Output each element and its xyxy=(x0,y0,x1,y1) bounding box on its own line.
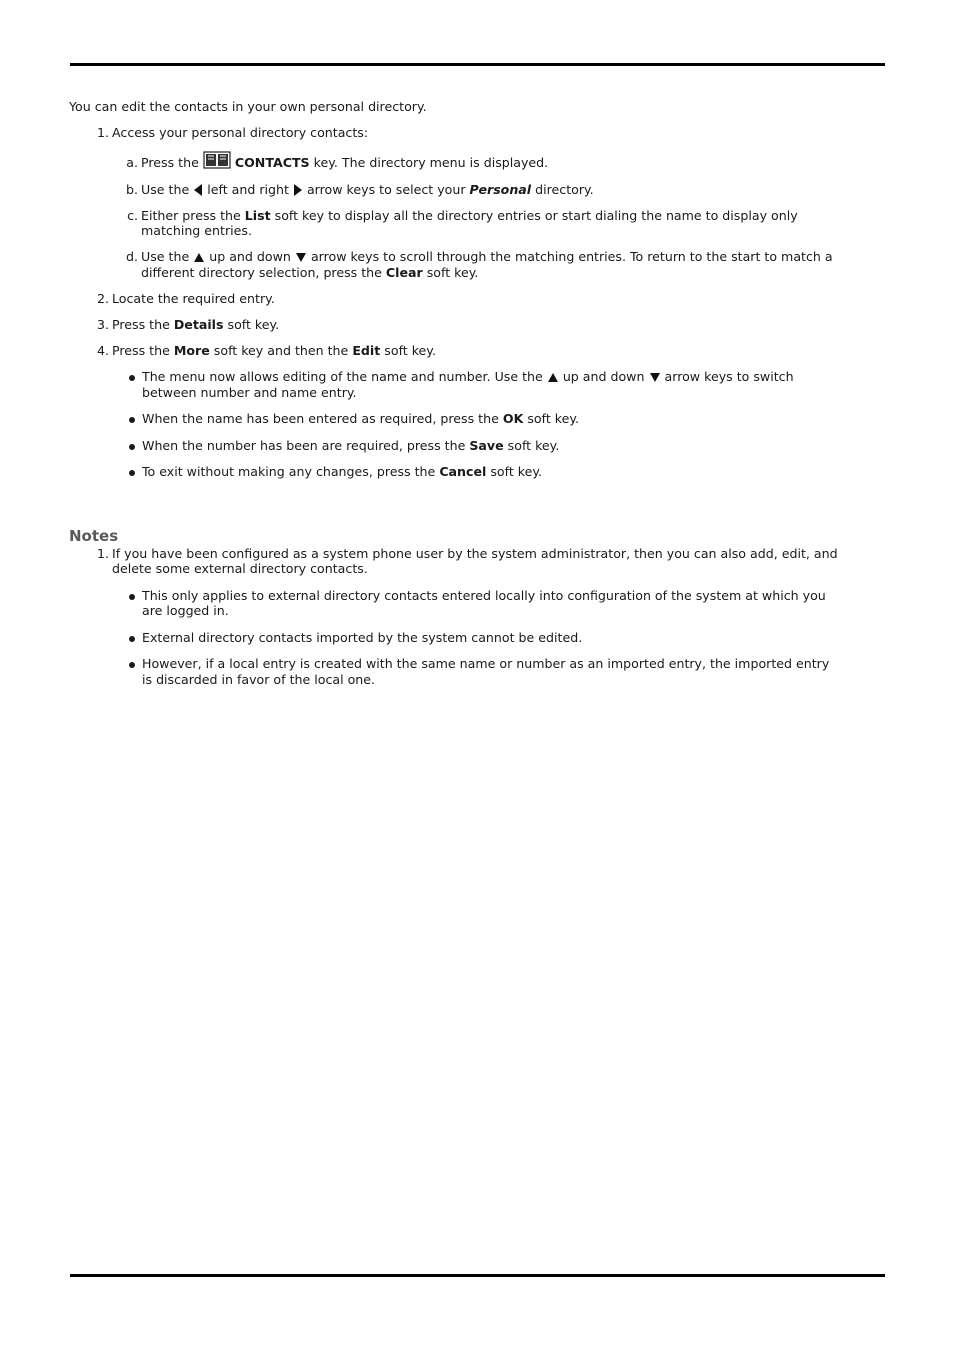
bullet-marker xyxy=(129,375,135,381)
note-bullet-3-line1: However, if a local entry is created with the same name or number as an imported entry, the imported entry xyxy=(142,656,830,671)
step-3-text xyxy=(112,317,279,333)
notes-heading: Notes xyxy=(69,527,119,545)
note-bullet-2: External directory contacts imported by the system cannot be edited. xyxy=(142,630,583,645)
bullet-marker xyxy=(129,417,135,423)
bullet-marker xyxy=(129,594,135,600)
contacts-book-icon xyxy=(203,151,231,178)
right-arrow-icon xyxy=(293,184,303,200)
step-2-text: Locate the required entry. xyxy=(112,291,275,306)
bullet-marker xyxy=(129,470,135,476)
bullet-4-pre: To exit without making any changes, press the xyxy=(142,464,436,479)
contacts-key-label: CONTACTS xyxy=(234,155,310,170)
substep-d-line2-post: soft key. xyxy=(426,265,479,280)
substep-c-post: soft key to display all the directory entries or start dialing the name to display only xyxy=(274,208,798,223)
bullet-3-post: soft key. xyxy=(507,438,560,453)
note-1-line1: If you have been configured as a system phone user by the system administrator, then you can also add, edit, and xyxy=(112,546,838,561)
save-key-label: Save xyxy=(469,438,504,453)
step-3-number: 3. xyxy=(96,317,109,332)
header-rule xyxy=(70,63,885,66)
substep-a-pre: Press the xyxy=(141,155,199,170)
substep-b-label: b. xyxy=(126,182,138,197)
substep-a-post: key. The directory menu is displayed. xyxy=(313,155,549,170)
step-4-post: soft key. xyxy=(384,343,436,358)
personal-label: Personal xyxy=(469,182,532,197)
clear-key-label: Clear xyxy=(385,265,423,280)
bullet-marker xyxy=(129,444,135,450)
bullet-2 xyxy=(142,411,579,427)
substep-b-pre: Use the xyxy=(141,182,190,197)
bullet-4 xyxy=(142,464,542,480)
step-4-mid: soft key and then the xyxy=(213,343,349,358)
bullet-2-pre: When the name has been entered as required, press the xyxy=(142,411,499,426)
substep-d-label: d. xyxy=(126,249,138,264)
substep-c-line1 xyxy=(141,208,798,224)
substep-b-post: arrow keys to select your xyxy=(306,182,466,197)
bullet-3 xyxy=(142,438,559,454)
more-key-label: More xyxy=(173,343,210,358)
bullet-1-pre: The menu now allows editing of the name and number. Use the xyxy=(142,369,543,384)
substep-b-mid: left and right xyxy=(207,182,289,197)
bullet-4-post: soft key. xyxy=(490,464,543,479)
substep-d-pre: Use the xyxy=(141,249,190,264)
step-3-pre: Press the xyxy=(112,317,170,332)
substep-b-end: directory. xyxy=(535,182,594,197)
substep-a xyxy=(141,150,548,178)
bullet-marker xyxy=(129,662,135,668)
substep-b xyxy=(141,182,594,200)
bullet-1-line1 xyxy=(142,369,794,387)
step-1-text: Access your personal directory contacts: xyxy=(112,125,369,140)
step-1-number: 1. xyxy=(96,125,109,140)
down-arrow-icon xyxy=(649,371,661,387)
substep-d-line2-pre: different directory selection, press the xyxy=(141,265,382,280)
step-4-pre: Press the xyxy=(112,343,170,358)
note-bullet-3-line2: is discarded in favor of the local one. xyxy=(142,672,376,687)
footer-rule xyxy=(70,1274,885,1277)
bullet-2-post: soft key. xyxy=(527,411,580,426)
substep-d-mid: up and down xyxy=(209,249,291,264)
note-1-number: 1. xyxy=(96,546,109,561)
list-key-label: List xyxy=(244,208,271,223)
step-4-text xyxy=(112,343,436,359)
step-2-number: 2. xyxy=(96,291,109,306)
step-4-number: 4. xyxy=(96,343,109,358)
intro-text: You can edit the contacts in your own personal directory. xyxy=(69,99,427,114)
note-bullet-1-line2: are logged in. xyxy=(142,603,229,618)
edit-key-label: Edit xyxy=(352,343,381,358)
left-arrow-icon xyxy=(193,184,203,200)
note-1-line2: delete some external directory contacts. xyxy=(112,561,368,576)
substep-d-line2 xyxy=(141,265,478,281)
bullet-3-pre: When the number has been are required, press the xyxy=(142,438,466,453)
bullet-1-post: arrow keys to switch xyxy=(664,369,794,384)
cancel-key-label: Cancel xyxy=(439,464,487,479)
bullet-1-mid: up and down xyxy=(562,369,645,384)
note-bullet-1-line1: This only applies to external directory contacts entered locally into configuration of the system at which you xyxy=(142,588,826,603)
bullet-marker xyxy=(129,636,135,642)
bullet-1-line2: between number and name entry. xyxy=(142,385,357,400)
substep-d-line1 xyxy=(141,249,833,267)
substep-c-line2: matching entries. xyxy=(141,223,252,238)
up-arrow-icon xyxy=(547,371,559,387)
ok-key-label: OK xyxy=(502,411,524,426)
substep-c-label: c. xyxy=(127,208,138,223)
substep-a-label: a. xyxy=(126,155,138,170)
substep-d-post: arrow keys to scroll through the matching entries. To return to the start to match a xyxy=(310,249,833,264)
step-3-post: soft key. xyxy=(227,317,280,332)
substep-c-pre: Either press the xyxy=(141,208,241,223)
details-key-label: Details xyxy=(173,317,224,332)
